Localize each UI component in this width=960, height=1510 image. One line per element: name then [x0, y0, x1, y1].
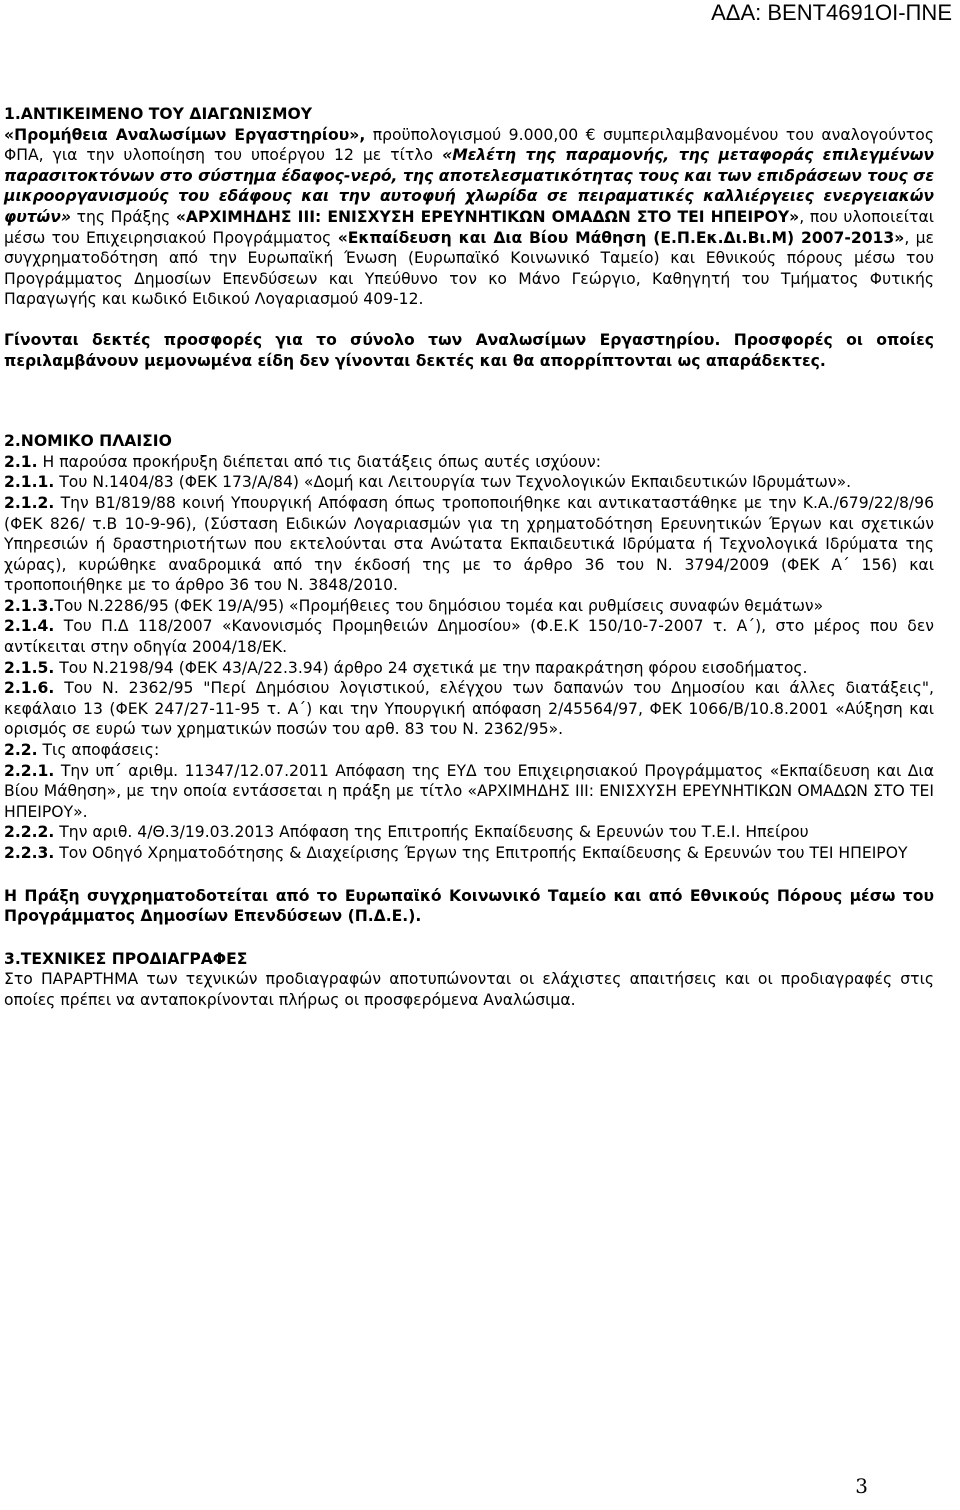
- ada-code: ΑΔΑ: ΒΕΝΤ4691ΟΙ-ΠΝΕ: [711, 0, 952, 25]
- legal-item: [4, 493, 934, 596]
- subproject-title: «Μελέτη της παραμονής, της μεταφοράς επιλεγμένων παρασιτοκτόνων στο σύστημα έδαφος-νερό, της αποτελεσματικότητας τους και των επιδράσεων τους σε μικροοργανισμούς του εδάφους και την αυτοφυή χλωρίδα σε πειραματικές καλλιέργειες ενεργειακών φυτών»: [4, 146, 935, 226]
- paragraph-text: προϋπολογισμού 9.000,00 € συμπεριλαμβανομένου του αναλογούντος ΦΠΑ, για την υλοποίηση του υποέργου 12 με τίτλο: [4, 125, 935, 165]
- legal-item: [4, 596, 934, 617]
- legal-item-text: Του Ν.2198/94 (ΦΕΚ 43/Α/22.3.94) άρθρο 24 σχετικά με την παρακράτηση φόρου εισοδήματος.: [54, 658, 808, 677]
- legal-framework-list: [4, 452, 934, 864]
- legal-item-number: 2.2.3.: [4, 844, 55, 862]
- legal-item: [4, 616, 934, 657]
- subject-title: «Προμήθεια Αναλωσίμων Εργαστηρίου»,: [4, 125, 366, 144]
- legal-item-text: Του Ν.2286/95 (ΦΕΚ 19/Α/95) «Προμήθειες του δημόσιου τομέα και ρυθμίσεις συναφών θεμάτων»: [54, 596, 824, 615]
- legal-item-number: 2.1.2.: [4, 493, 55, 512]
- legal-item: [4, 740, 934, 761]
- legal-item-number: 2.1.: [4, 452, 38, 471]
- page-number: 3: [855, 1474, 868, 1498]
- paragraph-text: , που υλοποιείται μέσω του Επιχειρησιακού Προγράμματος: [4, 207, 935, 247]
- paragraph-text: της Πράξης: [71, 207, 176, 226]
- document-body: [0, 104, 934, 1011]
- legal-item-text: Του Ν. 2362/95 "Περί Δημόσιου λογιστικού, ελέγχου των δαπανών του Δημοσίου και άλλες διατάξεις", κεφάλαιο 13 (ΦΕΚ 247/27-11-95 τ. Α΄) και την Υπουργική απόφαση 2/45564/97, ΦΕΚ 1066/Β/10.8.2001 «Αύξηση και ορισμός σε ευρώ των χρηματικών ποσών του αρθ. 83 του Ν. 2362/95».: [4, 679, 934, 739]
- legal-item: [4, 452, 934, 473]
- legal-item-text: Του Π.Δ 118/2007 «Κανονισμός Προμηθειών Δημοσίου» (Φ.Ε.Κ 150/10-7-2007 τ. Α΄), στο μέρος που δεν αντίκειται στην οδηγία 2004/18/ΕΚ.: [4, 617, 934, 657]
- section-1-paragraph: [4, 125, 934, 310]
- project-title: «ΑΡΧΙΜΗΔΗΣ ΙΙΙ: ΕΝΙΣΧΥΣΗ ΕΡΕΥΝΗΤΙΚΩΝ ΟΜΑΔΩΝ ΣΤΟ ΤΕΙ ΗΠΕΙΡΟΥ»: [175, 207, 800, 226]
- legal-item-number: 2.1.6.: [4, 679, 55, 698]
- legal-item-text: Τον Οδηγό Χρηματοδότησης & Διαχείρισης Έργων της Επιτροπής Εκπαίδευσης & Ερευνών του ΤΕΙ ΗΠΕΙΡΟΥ: [54, 844, 908, 862]
- legal-item: [4, 678, 934, 740]
- legal-item-number: 2.2.2.: [4, 823, 55, 842]
- section-3-title: 3.ΤΕΧΝΙΚΕΣ ΠΡΟΔΙΑΓΡΑΦΕΣ: [4, 949, 248, 968]
- funding-statement: Η Πράξη συγχρηματοδοτείται από το Ευρωπαϊκό Κοινωνικό Ταμείο και από Εθνικούς Πόρους μέσω του Προγράμματος Δημοσίων Επενδύσεων (Π.Δ.Ε.).: [4, 886, 934, 926]
- offers-note: Γίνονται δεκτές προσφορές για το σύνολο των Αναλωσίμων Εργαστηρίου. Προσφορές οι οποίες περιλαμβάνουν μεμονωμένα είδη δεν γίνονται δεκτές και θα απορρίπτονται ως απαράδεκτες.: [4, 330, 934, 370]
- legal-item: [4, 658, 934, 679]
- legal-item-number: 2.1.4.: [4, 617, 55, 636]
- legal-item: [4, 822, 934, 843]
- section-2-title: 2.ΝΟΜΙΚΟ ΠΛΑΙΣΙΟ: [4, 432, 172, 451]
- legal-item: [4, 472, 934, 493]
- programme-title: «Εκπαίδευση και Δια Βίου Μάθηση (Ε.Π.Εκ.Δι.Βι.Μ) 2007-2013»: [337, 228, 905, 247]
- legal-item-text: Την αριθ. 4/Θ.3/19.03.2013 Απόφαση της Επιτροπής Εκπαίδευσης & Ερευνών του Τ.Ε.Ι. Ηπείρου: [54, 823, 809, 842]
- legal-item-number: 2.2.1.: [4, 761, 55, 780]
- legal-item-number: 2.1.3.: [4, 596, 55, 615]
- legal-item-text: Η παρούσα προκήρυξη διέπεται από τις διατάξεις όπως αυτές ισχύουν:: [37, 452, 602, 471]
- legal-item-text: Του Ν.1404/83 (ΦΕΚ 173/Α/84) «Δομή και Λειτουργία των Τεχνολογικών Εκπαιδευτικών Ιδρυμάτων».: [54, 473, 852, 492]
- section-1-title: 1.ΑΝΤΙΚΕΙΜΕΝΟ ΤΟΥ ΔΙΑΓΩΝΙΣΜΟΥ: [4, 105, 313, 123]
- legal-item-number: 2.1.1.: [4, 473, 55, 492]
- section-3-text: Στο ΠΑΡΑΡΤΗΜΑ των τεχνικών προδιαγραφών αποτυπώνονται οι ελάχιστες απαιτήσεις και οι προδιαγραφές στις οποίες πρέπει να ανταποκρίνονται πλήρως οι προσφερόμενα Αναλώσιμα.: [4, 970, 934, 1009]
- legal-item-number: 2.2.: [4, 741, 38, 760]
- paragraph-text: , με συγχρηματοδότηση από την Ευρωπαϊκή Ένωση (Ευρωπαϊκό Κοινωνικό Ταμείο) και Εθνικούς πόρους μέσω του Προγράμματος Δημοσίων Επενδύσεων και Υπεύθυνο τον κο Μάνο Γεώργιο, Καθηγητή του Τμήματος Φυτικής Παραγωγής και κωδικό Ειδικού Λογαριασμού 409-12.: [4, 228, 934, 309]
- legal-item-text: Την υπ΄ αριθμ. 11347/12.07.2011 Απόφαση της ΕΥΔ του Επιχειρησιακού Προγράμματος «Εκπαίδευση και Δια Βίου Μάθηση», με την οποία εντάσσεται η πράξη με τίτλο «ΑΡΧΙΜΗΔΗΣ ΙΙΙ: ΕΝΙΣΧΥΣΗ ΕΡΕΥΝΗΤΙΚΩΝ ΟΜΑΔΩΝ ΣΤΟ ΤΕΙ ΗΠΕΙΡΟΥ».: [4, 761, 934, 821]
- legal-item: [4, 761, 934, 823]
- legal-item: [4, 843, 934, 864]
- legal-item-text: Τις αποφάσεις:: [37, 741, 160, 760]
- legal-item-text: Την Β1/819/88 κοινή Υπουργική Απόφαση όπως τροποποιήθηκε και αντικαταστάθηκε με την Κ.Α./679/22/8/96 (ΦΕΚ 826/ τ.Β 10-9-96), (Σύσταση Ειδικών Λογαριασμών για τη χρηματοδότηση Ερευνητικών Έργων και σχετικών Υπηρεσιών ή δραστηριοτήτων που εκτελούνται στα Ανώτατα Εκπαιδευτικά Ιδρύματα ή Τεχνολογικά Ιδρύματα της χώρας), κυρώθηκε αναδρομικά από την έκδοσή της με το άρθρο 36 του Ν. 3794/2009 (ΦΕΚ Α΄ 156) και τροποποιήθηκε με το άρθρο 36 του Ν. 3848/2010.: [4, 493, 934, 595]
- legal-item-number: 2.1.5.: [4, 658, 55, 677]
